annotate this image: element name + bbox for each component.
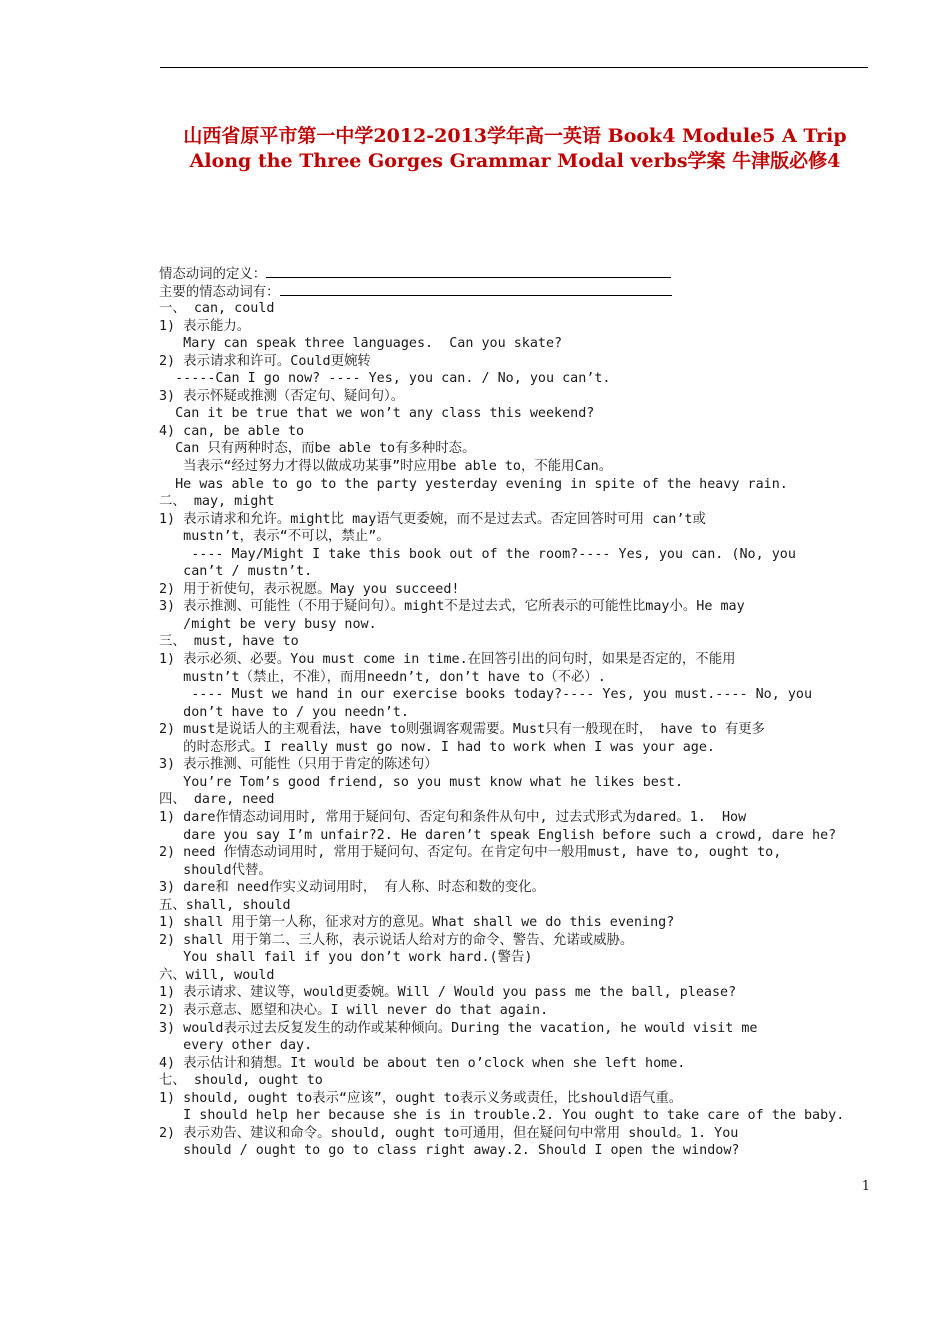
example-line: ---- Must we hand in our exercise books today?---- Yes, you must.---- No, you — [159, 687, 813, 703]
text-line: 3) would表示过去反复发生的动作或某种倾向。During the vacation, he would visit me — [159, 1020, 758, 1036]
text-line: Can 只有两种时态，而be able to有多种时态。 — [159, 441, 476, 457]
document-body — [159, 265, 871, 1160]
text-line: 1) 表示请求、建议等，would更委婉。Will / Would you pass me the ball, please? — [159, 985, 737, 1001]
text-line: should代替。 — [159, 862, 272, 878]
text-line: 2) 表示请求和许可。Could更婉转 — [159, 353, 371, 369]
example-line: can’t / mustn’t. — [159, 564, 313, 580]
text-line: 2) must是说话人的主观看法，have to则强调客观需要。Must只有一般现在时， have to 有更多 — [159, 722, 765, 738]
text-line: 1) shall 用于第一人称，征求对方的意见。What shall we do this evening? — [159, 915, 675, 931]
section-heading: 七、 should, ought to — [159, 1073, 323, 1089]
section-heading: 四、 dare, need — [159, 792, 275, 808]
text-line: every other day. — [159, 1038, 313, 1054]
text-line: 1) 表示必须、必要。You must come in time.在回答引出的问句时，如果是否定的，不能用 — [159, 652, 736, 668]
text-line: 1) should, ought to表示“应该”，ought to表示义务或责任，比should语气重。 — [159, 1090, 683, 1106]
text-line: 2) 表示意志、愿望和决心。I will never do that again. — [159, 1002, 549, 1018]
text-line: /might be very busy now. — [159, 616, 377, 632]
example-line: You’re Tom’s good friend, so you must know what he likes best. — [159, 774, 684, 790]
text-line: mustn’t（禁止，不准），而用needn’t, don’t have to（不必）. — [159, 669, 606, 685]
text-line: 1) dare作情态动词用时, 常用于疑问句、否定句和条件从句中, 过去式形式为dared。1. How — [159, 809, 747, 825]
text-line: 2) shall 用于第二、三人称，表示说话人给对方的命令、警告、允诺或威胁。 — [159, 932, 634, 948]
example-line: don’t have to / you needn’t. — [159, 704, 409, 720]
example-line: I should help her because she is in trouble.2. You ought to take care of the baby. — [159, 1108, 845, 1124]
example-line: ---- May/Might I take this book out of the room?---- Yes, you can. (No, you — [159, 546, 796, 562]
example-line: Mary can speak three languages. Can you skate? — [159, 336, 563, 352]
example-line: He was able to go to the party yesterday evening in spite of the heavy rain. — [159, 476, 788, 492]
text-line: 2) need 作情态动词用时, 常用于疑问句、否定句。在肯定句中一般用must, have to, ought to, — [159, 845, 782, 861]
text-line: 4) can, be able to — [159, 423, 305, 439]
text-line: should / ought to go to class right away.2. Should I open the window? — [159, 1143, 740, 1159]
text-line: mustn’t，表示“不可以，禁止”。 — [159, 529, 390, 545]
title-line-1: 山西省原平市第一中学2012-2013学年高一英语 Book4 Module5 A Trip — [183, 125, 847, 147]
section-heading: 一、 can, could — [159, 301, 275, 317]
text-line: 2) 表示劝告、建议和命令。should, ought to可通用，但在疑问句中常用 should。1. You — [159, 1125, 739, 1141]
section-heading: 五、shall, should — [159, 897, 291, 913]
header-rule — [160, 67, 868, 68]
section-heading: 六、will, would — [159, 967, 275, 983]
text-line: 3) 表示推测、可能性（只用于肯定的陈述句） — [159, 757, 438, 773]
example-line: -----Can I go now? ---- Yes, you can. / No, you can’t. — [159, 371, 611, 387]
text-line: 主要的情态动词有： — [159, 283, 871, 301]
text-line: 的时态形式。I really must go now. I had to work when I was your age. — [159, 739, 715, 755]
text-line: 3) 表示怀疑或推测（否定句、疑问句）。 — [159, 388, 405, 404]
text-line: 4) 表示估计和猜想。It would be about ten o’clock when she left home. — [159, 1055, 686, 1071]
page-number: 1 — [861, 1179, 870, 1194]
text-line: 1) 表示能力。 — [159, 318, 251, 334]
section-heading: 三、 must, have to — [159, 634, 299, 650]
text-line: 当表示“经过努力才得以做成功某事”时应用be able to，不能用Can。 — [159, 459, 613, 475]
text-line: 2) 用于祈使句，表示祝愿。May you succeed! — [159, 581, 460, 597]
title-line-2: Along the Three Gorges Grammar Modal verbs学案 牛津版必修4 — [189, 150, 841, 172]
section-heading: 二、 may, might — [159, 494, 275, 510]
blank-underline — [280, 283, 672, 296]
text-line: 3) dare和 need作实义动词用时， 有人称、时态和数的变化。 — [159, 880, 546, 896]
example-line: Can it be true that we won’t any class this weekend? — [159, 406, 595, 422]
text-line: dare you say I’m unfair?2. He daren’t speak English before such a crowd, dare he? — [159, 827, 837, 843]
text-line: 3) 表示推测、可能性（不用于疑问句）。might不是过去式，它所表示的可能性比may小。He may — [159, 599, 745, 615]
text-line: 1) 表示请求和允许。might比 may语气更委婉，而不是过去式。否定回答时可用 can’t或 — [159, 511, 706, 527]
text-line: 情态动词的定义： — [159, 265, 871, 283]
example-line: You shall fail if you don’t work hard.(警告) — [159, 950, 533, 966]
document-title — [150, 124, 880, 174]
blank-underline — [266, 265, 671, 278]
